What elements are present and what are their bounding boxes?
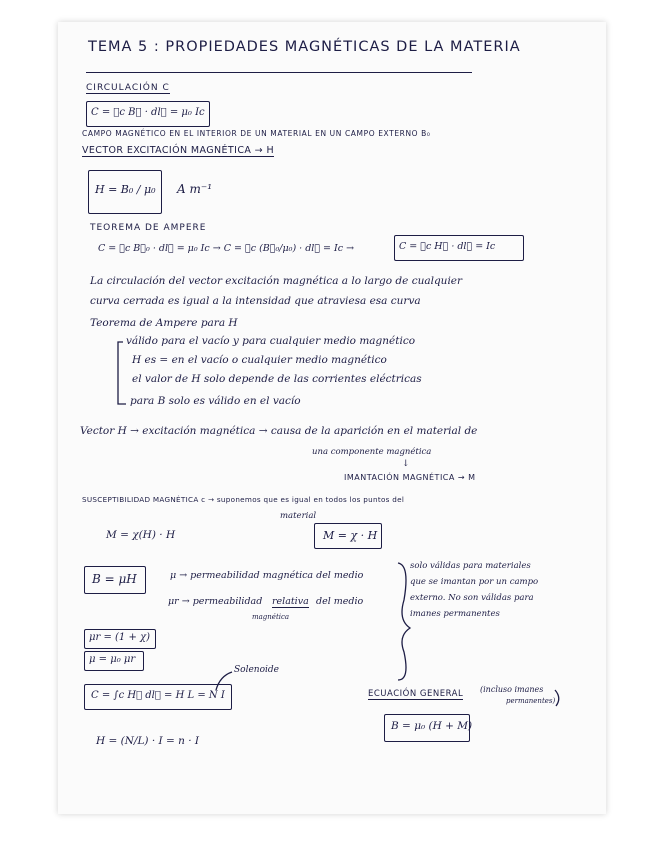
general-note-b: permanentes)	[506, 697, 556, 705]
solenoid-label: Solenoide	[234, 665, 279, 675]
side-note-3: externo. No son válidas para	[410, 593, 534, 603]
general-note-a: (incluso imanes	[480, 685, 544, 694]
vector-line-2: una componente magnética	[312, 447, 432, 457]
side-note-4: imanes permanentes	[410, 609, 500, 619]
solenoid-formula: C = ∫c H⃗ dl⃗ = H L = N I	[91, 690, 225, 701]
bracket-notes	[398, 563, 410, 680]
circulation-heading: CIRCULACIÓN C	[86, 83, 170, 93]
vector-line-1: Vector H → excitación magnética → causa de la aparición en el material de	[80, 425, 478, 437]
vector-line-3: IMANTACIÓN MAGNÉTICA → M	[344, 473, 476, 482]
page-title: TEMA 5 : PROPIEDADES MAGNÉTICAS DE LA MATERIA	[88, 39, 521, 55]
general-heading: ECUACIÓN GENERAL	[368, 689, 464, 699]
circulation-formula: C = ∮c B⃗ · dl⃗ = μ₀ Ic	[91, 107, 205, 118]
field-line: CAMPO MAGNÉTICO EN EL INTERIOR DE UN MATERIAL EN UN CAMPO EXTERNO B₀	[82, 129, 431, 138]
bracket-bullets	[118, 342, 126, 404]
title-rule	[86, 72, 472, 73]
susceptibility-text-2: material	[280, 511, 317, 521]
mur-note-c: del medio	[316, 596, 364, 607]
vector-h-unit: A m⁻¹	[177, 182, 213, 196]
mur-note-a: μr → permeabilidad	[168, 596, 263, 607]
mu-note: μ → permeabilidad magnética del medio	[170, 570, 364, 581]
vector-h-formula: H = B₀ / μ₀	[95, 183, 156, 196]
ampere-text-1: La circulación del vector excitación magnética a lo largo de cualquier	[90, 275, 463, 287]
ampere-text-2: curva cerrada es igual a la intensidad que atraviesa esa curva	[90, 295, 421, 307]
susceptibility-box-formula: M = χ · H	[323, 529, 378, 542]
vector-line-arrow: ↓	[402, 459, 410, 469]
susceptibility-text-1: SUSCEPTIBILIDAD MAGNÉTICA c → suponemos que es igual en todos los puntos del	[82, 495, 405, 504]
ampere-bullet-4: para B solo es válido en el vacío	[130, 395, 301, 407]
vector-h-heading: VECTOR EXCITACIÓN MAGNÉTICA → H	[82, 145, 275, 156]
mur-note-b: relativa	[272, 596, 309, 607]
ampere-sub-heading: Teorema de Ampere para H	[90, 317, 238, 329]
side-note-1: solo válidas para materiales	[410, 561, 531, 571]
mu-formula: μ = μ₀ μr	[89, 654, 136, 665]
ampere-bullet-3: el valor de H solo depende de las corrientes eléctricas	[132, 373, 422, 385]
susceptibility-formula: M = χ(H) · H	[106, 529, 176, 541]
side-note-2: que se imantan por un campo	[410, 577, 539, 587]
mur-formula: μr = (1 + χ)	[89, 632, 150, 643]
general-paren	[555, 690, 559, 706]
ampere-formula-chain: C = ∮c B⃗₀ · dl⃗ = μ₀ Ic → C = ∮c (B⃗₀/μ₀) · dl⃗ = Ic →	[98, 243, 355, 254]
ampere-bullet-1: válido para el vacío y para cualquier medio magnético	[126, 335, 416, 347]
ampere-result-formula: C = ∮c H⃗ · dl⃗ = Ic	[399, 241, 496, 252]
general-formula: B = μ₀ (H + M)	[391, 720, 473, 732]
ampere-heading: TEOREMA DE AMPERE	[90, 223, 207, 233]
solenoid-h-formula: H = (N/L) · I = n · I	[96, 735, 200, 747]
b-formula: B = μH	[92, 572, 137, 586]
ampere-bullet-2: H es = en el vacío o cualquier medio magnético	[132, 354, 387, 366]
mur-note-d: magnética	[252, 613, 290, 621]
